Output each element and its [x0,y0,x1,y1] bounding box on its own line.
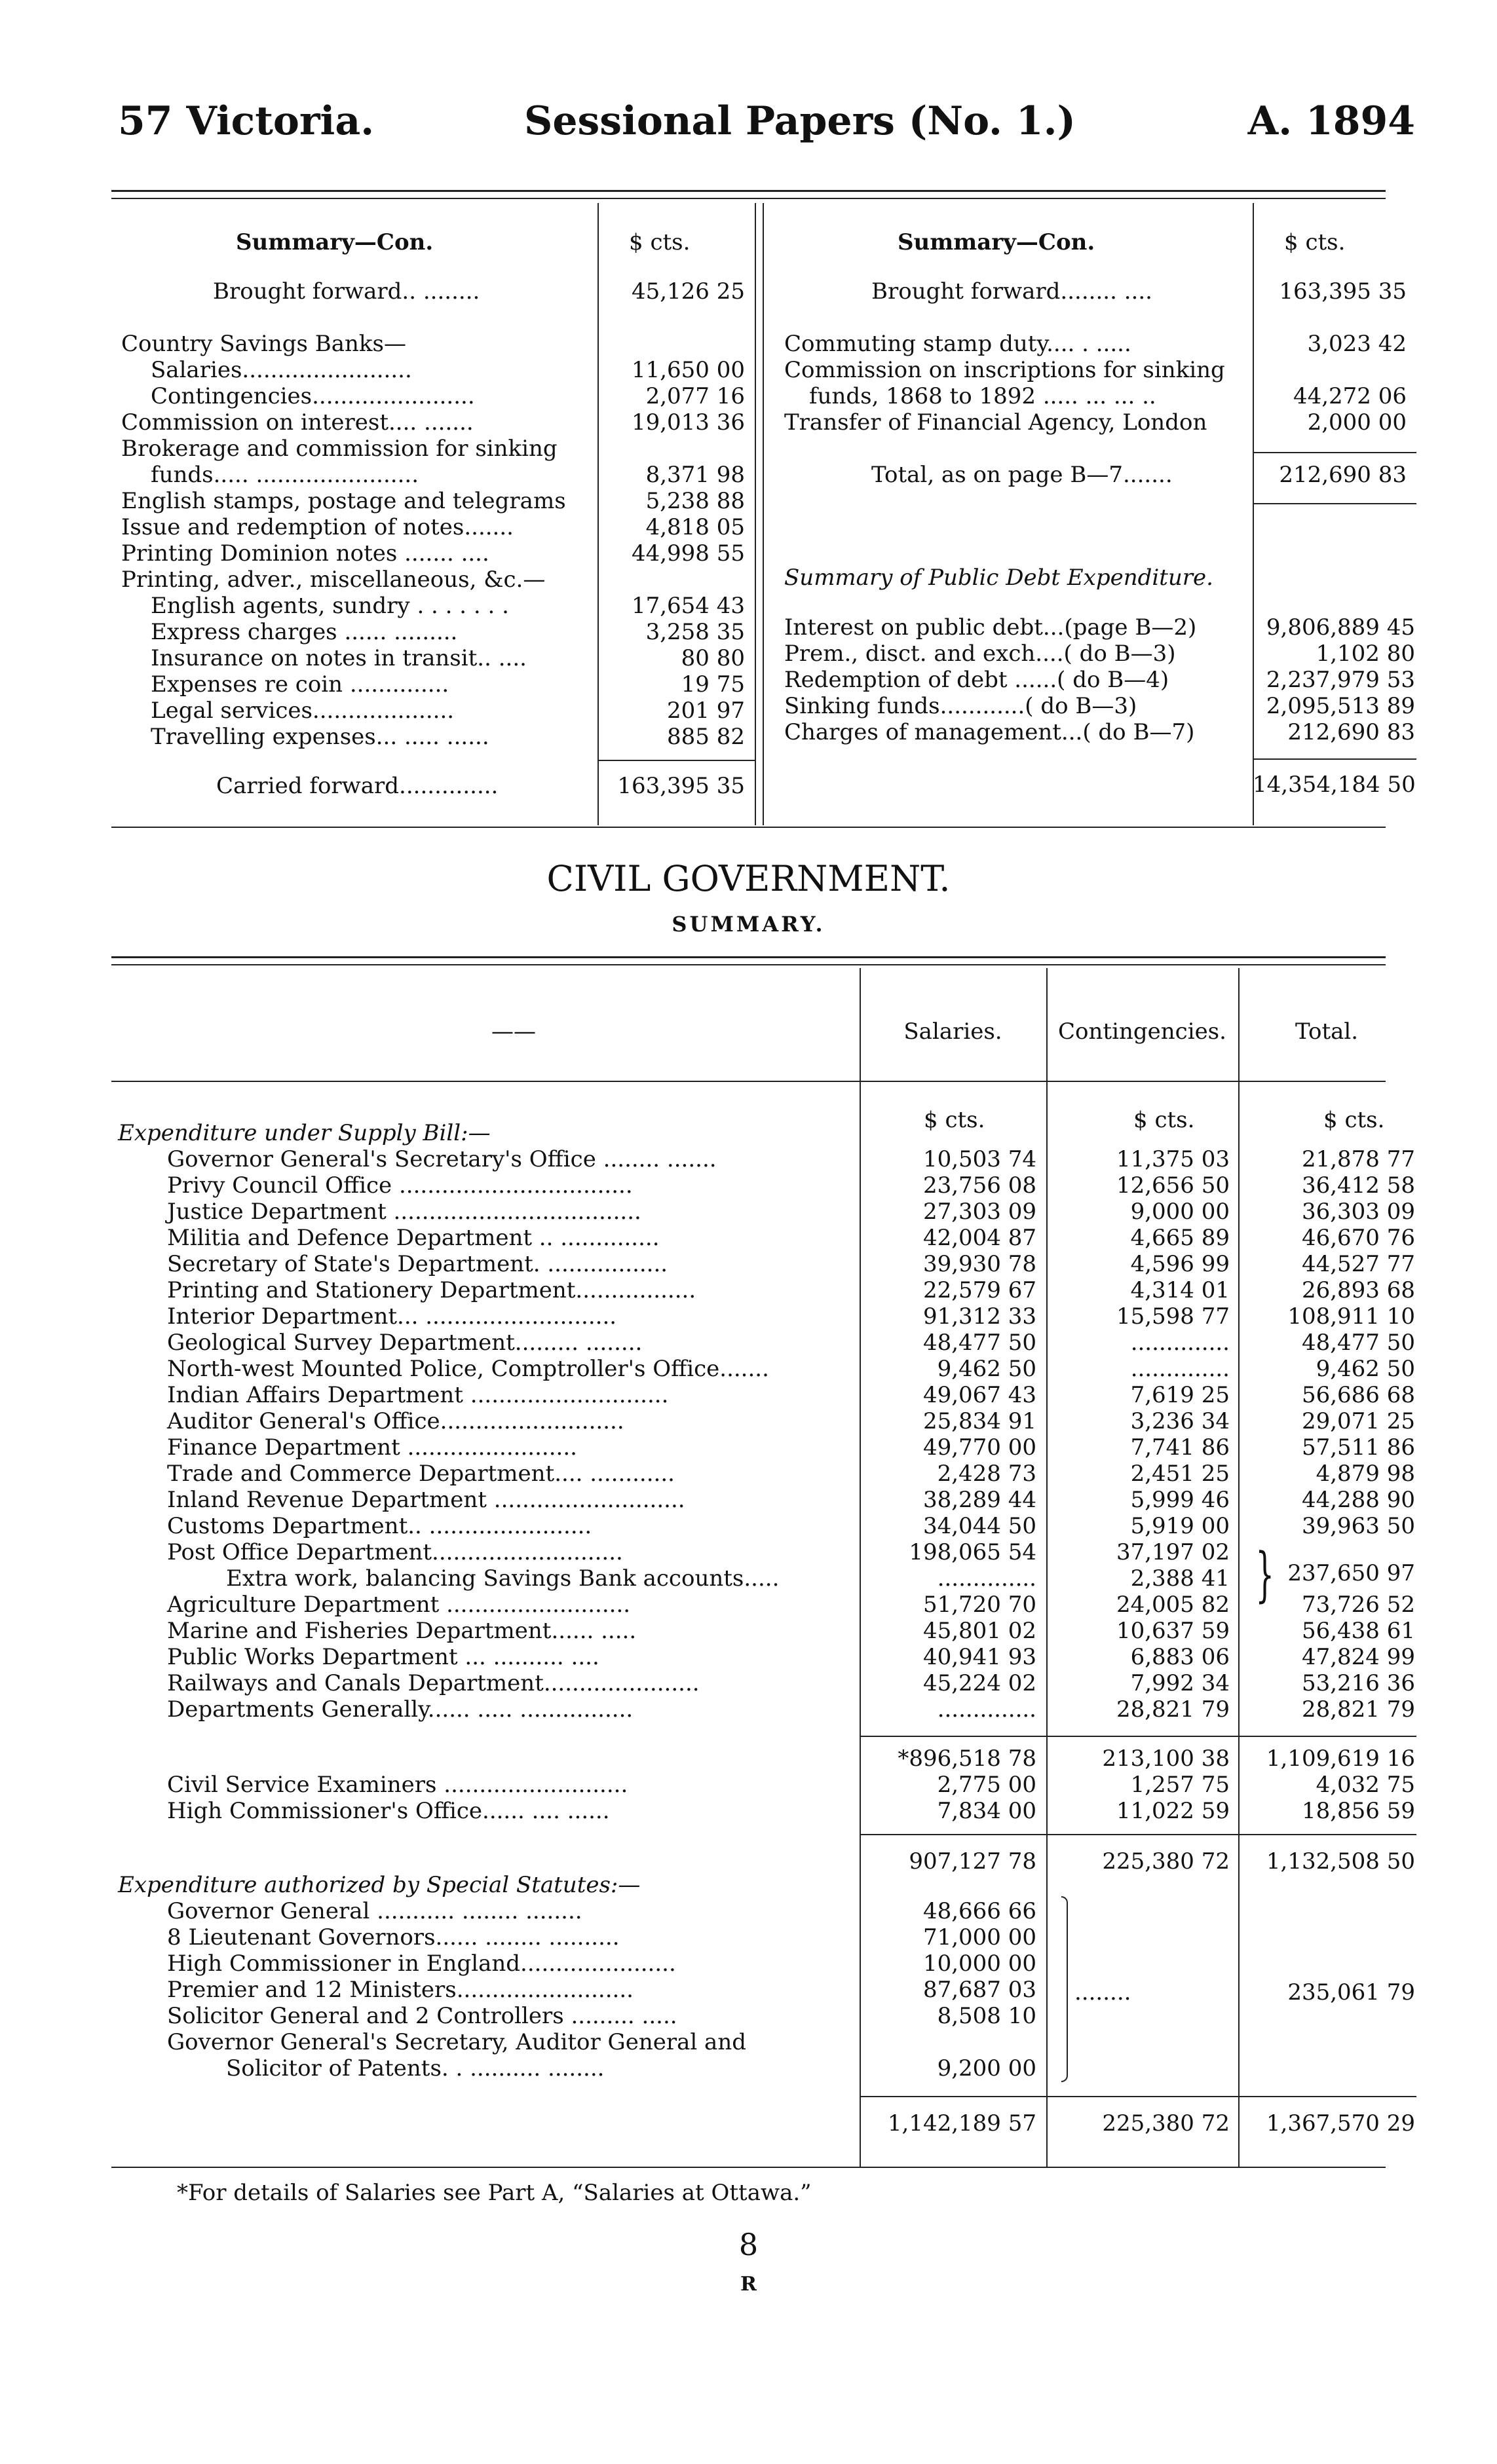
right-summary-value: 2,000 00 [1307,409,1407,436]
right-summary-heading: Summary—Con. [898,229,1095,255]
table-row-label: Privy Council Office ................................. [167,1172,633,1199]
subtotal-rule [860,1736,1416,1737]
section-title: CIVIL GOVERNMENT. [546,858,951,899]
table-row-label: Auditor General's Office.......................... [167,1408,624,1434]
table-row-contingencies: 11,375 03 [1116,1146,1230,1172]
statutes-dots: ........ [1074,1979,1131,2006]
grand-total-total: 1,367,570 29 [1266,2110,1415,2137]
total-rule [1253,452,1416,453]
table-row-salaries: 48,477 50 [922,1330,1036,1356]
table-row-total: 44,288 90 [1301,1487,1415,1513]
table-row-salaries: 2,775 00 [937,1772,1036,1798]
debt-value: 212,690 83 [1287,719,1415,745]
debt-label: Sinking funds............( do B—3) [784,693,1137,719]
summary-divider [755,203,756,825]
table-row-total: 39,963 50 [1301,1513,1415,1539]
subtotal1-total: 1,109,619 16 [1266,1745,1415,1772]
debt-value: 2,095,513 89 [1266,693,1415,719]
stub-header: —— [491,1018,536,1045]
debt-label: Interest on public debt...(page B—2) [784,614,1197,641]
right-summary-label: Transfer of Financial Agency, London [784,409,1207,436]
carried-rule [597,760,755,761]
left-summary-label: Brokerage and commission for sinking [121,436,558,462]
table-row-total: 21,878 77 [1301,1146,1415,1172]
table-row-salaries: 48,666 66 [922,1898,1036,1924]
unit-total: $ cts. [1323,1107,1385,1133]
table-row-total: 53,216 36 [1301,1670,1415,1696]
table-row-label: Governor General's Secretary's Office ........ ....... [167,1146,717,1172]
left-summary-label: funds..... ....................... [151,462,419,488]
table-row-salaries: 198,065 54 [909,1539,1036,1565]
debt-label: Redemption of debt ......( do B—4) [784,667,1169,693]
right-summary-value: 163,395 35 [1279,278,1407,305]
left-summary-label: Travelling expenses... ..... ...... [151,724,489,750]
subtotal-rule [860,1834,1416,1835]
unit-salaries: $ cts. [924,1107,985,1133]
contingencies-header: Contingencies. [1058,1018,1226,1045]
table-row-contingencies: 37,197 02 [1116,1539,1230,1565]
table-row-label: Customs Department.. ....................... [167,1513,592,1539]
table-row-total: 48,477 50 [1301,1330,1415,1356]
header-center: Sessional Papers (No. 1.) [524,98,1076,144]
right-unit: $ cts. [1284,229,1346,255]
left-summary-label: English agents, sundry . . . . . . . [151,593,509,619]
debt-value: 1,102 80 [1316,641,1415,667]
left-summary-label: Insurance on notes in transit.. .... [151,645,527,671]
table-row-salaries: 27,303 09 [922,1199,1036,1225]
table-row-contingencies: 15,598 77 [1116,1303,1230,1330]
table-row-total: 73,726 52 [1301,1592,1415,1618]
right-summary-label: Total, as on page B—7....... [871,462,1173,488]
table-row-total: 29,071 25 [1301,1408,1415,1434]
table-row-contingencies: 9,000 00 [1130,1199,1230,1225]
table-row-contingencies: 28,821 79 [1116,1696,1230,1723]
total-header: Total. [1295,1018,1359,1045]
table-row-salaries: 87,687 03 [922,1977,1036,2003]
left-unit: $ cts. [629,229,691,255]
table-row-total: 57,511 86 [1301,1434,1415,1461]
table-row-contingencies: 12,656 50 [1116,1172,1230,1199]
table-row-salaries: .............. [937,1565,1036,1592]
table-row-salaries: 10,503 74 [922,1146,1036,1172]
table-row-salaries: .............. [937,1696,1036,1723]
table-row-label: Marine and Fisheries Department...... ..... [167,1618,637,1644]
table-row-contingencies: 7,992 34 [1130,1670,1230,1696]
left-summary-label: Printing Dominion notes ....... .... [121,540,489,567]
debt-total-rule [1253,758,1416,760]
table-row-contingencies: 11,022 59 [1116,1798,1230,1824]
left-summary-label: Contingencies....................... [151,383,475,409]
total-rule [1253,503,1416,504]
salaries-header: Salaries. [903,1018,1002,1045]
left-summary-value: 44,998 55 [631,540,745,567]
right-summary-value: 3,023 42 [1307,331,1407,357]
table-row-label: Agriculture Department .......................... [167,1592,631,1618]
left-summary-label: Commission on interest.... ....... [121,409,474,436]
table-row-label: Governor General's Secretary, Auditor General and [167,2029,746,2055]
table-bottom-rule [111,2167,1386,2168]
table-row-contingencies: 4,314 01 [1130,1277,1230,1303]
right-summary-label: funds, 1868 to 1892 ..... ... ... .. [809,383,1156,409]
table-row-salaries: 8,508 10 [937,2003,1036,2029]
table-row-label: High Commissioner in England...................... [167,1951,676,1977]
subtotal2-contingencies: 225,380 72 [1102,1848,1230,1875]
table-row-contingencies: .............. [1130,1330,1230,1356]
summary-bottom-rule [111,827,1386,828]
right-summary-label: Commission on inscriptions for sinking [784,357,1225,383]
post-office-total: 237,650 97 [1287,1560,1415,1586]
table-row-label: Civil Service Examiners .......................... [167,1772,628,1798]
table-row-label: Departments Generally...... ..... ................ [167,1696,634,1723]
table-row-label: Extra work, balancing Savings Bank accounts..... [226,1565,780,1592]
left-summary-value: 19,013 36 [631,409,745,436]
section-special-statutes: Expenditure authorized by Special Statutes:— [118,1872,641,1898]
table-row-total: 18,856 59 [1301,1798,1415,1824]
debt-heading: Summary of Public Debt Expenditure. [784,565,1213,591]
left-summary-label: Legal services.................... [151,698,455,724]
left-summary-label: Issue and redemption of notes....... [121,514,514,540]
table-row-label: Railways and Canals Department...................... [167,1670,700,1696]
right-summary-label: Brought forward........ .... [871,278,1152,305]
left-summary-value: 4,818 05 [645,514,745,540]
table-row-total: 9,462 50 [1316,1356,1415,1382]
unit-contingencies: $ cts. [1133,1107,1195,1133]
grand-total-rule [860,2096,1416,2097]
section-subtitle: SUMMARY. [672,912,825,937]
table-row-label: Premier and 12 Ministers......................... [167,1977,634,2003]
table-row-label: Printing and Stationery Department................. [167,1277,696,1303]
subtotal1-contingencies: 213,100 38 [1102,1745,1230,1772]
debt-value: 9,806,889 45 [1266,614,1415,641]
table-row-salaries: 45,801 02 [922,1618,1036,1644]
table-row-total: 46,670 76 [1301,1225,1415,1251]
table-row-contingencies: 10,637 59 [1116,1618,1230,1644]
table-row-label: Trade and Commerce Department.... ............ [167,1461,675,1487]
left-summary-value: 5,238 88 [645,488,745,514]
table-row-salaries: 23,756 08 [922,1172,1036,1199]
right-summary-label: Commuting stamp duty.... . ..... [784,331,1131,357]
table-row-total: 56,686 68 [1301,1382,1415,1408]
left-summary-label: Carried forward.............. [216,773,499,799]
table-row-label: Militia and Defence Department .. .............. [167,1225,660,1251]
left-summary-label: Express charges ...... ......... [151,619,458,645]
left-summary-label: Country Savings Banks— [121,331,406,357]
table-row-salaries: 9,462 50 [937,1356,1036,1382]
brace-post-office: } [1255,1540,1274,1609]
table-row-label: Inland Revenue Department ........................... [167,1487,685,1513]
table-row-total: 4,879 98 [1316,1461,1415,1487]
table-row-total: 36,303 09 [1301,1199,1415,1225]
left-summary-value: 163,395 35 [617,773,745,799]
table-row-label: Indian Affairs Department ............................ [167,1382,669,1408]
statutes-total: 235,061 79 [1287,1979,1415,2006]
table-row-salaries: 49,770 00 [922,1434,1036,1461]
top-rule-thin [111,198,1386,199]
debt-total: 14,354,184 50 [1253,772,1416,798]
table-row-contingencies: 3,236 34 [1130,1408,1230,1434]
table-row-salaries: 45,224 02 [922,1670,1036,1696]
table-row-contingencies: .............. [1130,1356,1230,1382]
page-letter: R [740,2273,757,2296]
table-row-contingencies: 5,999 46 [1130,1487,1230,1513]
table-row-label: High Commissioner's Office...... .... ...... [167,1798,610,1824]
left-summary-label: Salaries........................ [151,357,412,383]
table-row-salaries: 38,289 44 [922,1487,1036,1513]
subtotal2-total: 1,132,508 50 [1266,1848,1415,1875]
table-row-total: 28,821 79 [1301,1696,1415,1723]
table-row-label: 8 Lieutenant Governors...... ........ .......... [167,1924,620,1951]
table-row-contingencies: 6,883 06 [1130,1644,1230,1670]
table-row-contingencies: 5,919 00 [1130,1513,1230,1539]
table-row-salaries: 91,312 33 [922,1303,1036,1330]
page-number: 8 [738,2227,759,2262]
header-left: 57 Victoria. [118,98,375,144]
left-summary-value: 19 75 [681,671,745,698]
table-row-total: 36,412 58 [1301,1172,1415,1199]
subtotal1-salaries: *896,518 78 [898,1745,1036,1772]
section-supply-bill: Expenditure under Supply Bill:— [118,1120,491,1146]
left-summary-label: Expenses re coin .............. [151,671,449,698]
table-row-contingencies: 2,451 25 [1130,1461,1230,1487]
table-row-total: 108,911 10 [1287,1303,1415,1330]
table-row-label: Public Works Department ... .......... .... [167,1644,599,1670]
grand-total-contingencies: 225,380 72 [1102,2110,1230,2137]
right-summary-value: 44,272 06 [1293,383,1407,409]
table-row-label: Geological Survey Department......... ........ [167,1330,643,1356]
table-row-label: Finance Department ........................ [167,1434,577,1461]
table-row-contingencies: 7,741 86 [1130,1434,1230,1461]
debt-value: 2,237,979 53 [1266,667,1415,693]
table-row-contingencies: 24,005 82 [1116,1592,1230,1618]
table-header-rule [111,1081,1386,1082]
header-right: A. 1894 [1247,98,1415,144]
left-summary-value: 17,654 43 [631,593,745,619]
table-top-rule-thin [111,964,1386,965]
left-summary-label: Printing, adver., miscellaneous, &c.— [121,567,546,593]
table-row-total: 4,032 75 [1316,1772,1415,1798]
debt-label: Charges of management...( do B—7) [784,719,1195,745]
table-row-total: 44,527 77 [1301,1251,1415,1277]
left-summary-value: 201 97 [667,698,745,724]
table-row-label: Justice Department ................................... [167,1199,641,1225]
table-row-contingencies: 4,665 89 [1130,1225,1230,1251]
table-row-label: Post Office Department........................... [167,1539,623,1565]
table-row-label: Secretary of State's Department. ................. [167,1251,668,1277]
table-row-salaries: 49,067 43 [922,1382,1036,1408]
left-summary-value: 8,371 98 [645,462,745,488]
table-row-label: Interior Department... ........................... [167,1303,617,1330]
table-row-salaries: 9,200 00 [937,2055,1036,2081]
table-row-salaries: 40,941 93 [922,1644,1036,1670]
left-summary-value: 3,258 35 [645,619,745,645]
left-summary-value: 80 80 [681,645,745,671]
left-summary-value: 45,126 25 [631,278,745,305]
table-row-contingencies: 4,596 99 [1130,1251,1230,1277]
table-row-label: Solicitor General and 2 Controllers ......... ..... [167,2003,677,2029]
table-top-rule [111,956,1386,958]
table-row-salaries: 39,930 78 [922,1251,1036,1277]
table-row-salaries: 25,834 91 [922,1408,1036,1434]
left-summary-value: 11,650 00 [631,357,745,383]
table-row-total: 56,438 61 [1301,1618,1415,1644]
brace-statutes [1061,1896,1068,2082]
debt-label: Prem., disct. and exch....( do B—3) [784,641,1176,667]
table-row-salaries: 7,834 00 [937,1798,1036,1824]
grand-total-salaries: 1,142,189 57 [887,2110,1036,2137]
left-summary-heading: Summary—Con. [236,229,434,255]
table-row-label: Governor General ........... ........ ........ [167,1898,582,1924]
left-summary-value: 2,077 16 [645,383,745,409]
table-row-contingencies: 2,388 41 [1130,1565,1230,1592]
table-row-salaries: 34,044 50 [922,1513,1036,1539]
table-row-salaries: 10,000 00 [922,1951,1036,1977]
left-summary-value: 885 82 [667,724,745,750]
table-row-label: Solicitor of Patents. . .......... ........ [226,2055,605,2081]
table-row-salaries: 42,004 87 [922,1225,1036,1251]
footnote: *For details of Salaries see Part A, “Salaries at Ottawa.” [177,2180,812,2206]
table-row-contingencies: 1,257 75 [1130,1772,1230,1798]
left-summary-label: Brought forward.. ........ [213,278,480,305]
table-row-salaries: 2,428 73 [937,1461,1036,1487]
subtotal2-salaries: 907,127 78 [909,1848,1036,1875]
table-row-salaries: 51,720 70 [922,1592,1036,1618]
table-row-contingencies: 7,619 25 [1130,1382,1230,1408]
table-row-total: 26,893 68 [1301,1277,1415,1303]
top-rule [111,190,1386,192]
right-summary-value: 212,690 83 [1279,462,1407,488]
table-row-salaries: 71,000 00 [922,1924,1036,1951]
table-row-salaries: 22,579 67 [922,1277,1036,1303]
table-row-label: North-west Mounted Police, Comptroller's Office....... [167,1356,769,1382]
left-summary-label: English stamps, postage and telegrams [121,488,566,514]
table-row-total: 47,824 99 [1301,1644,1415,1670]
summary-divider [763,203,764,825]
